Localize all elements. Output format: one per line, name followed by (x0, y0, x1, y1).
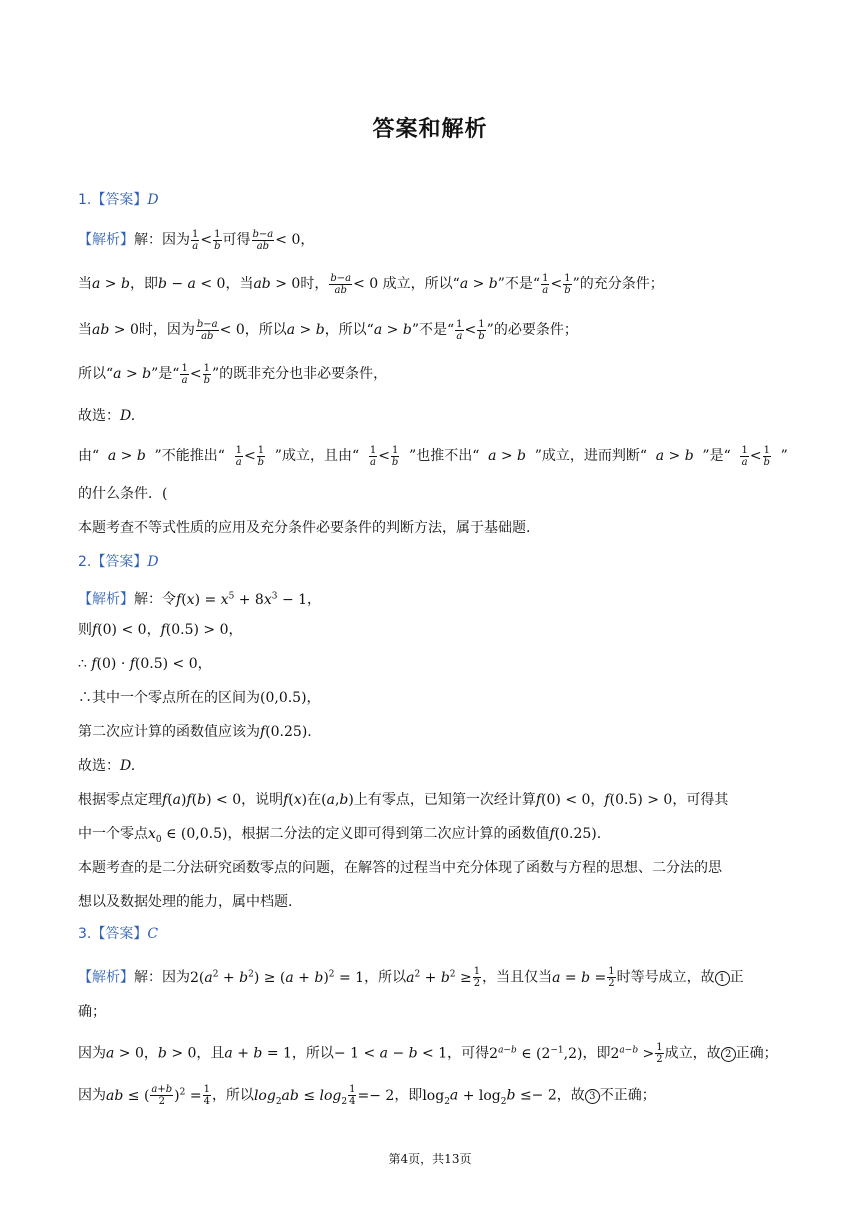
q1-answer-line: 1.【答案】D (78, 192, 159, 208)
q3-analysis-line-4: 因为ab ≤ ( $\frac{a+b}{2}$ )$^2$ = $\frac{1}{4}$ ，所以$\log_2ab \le \log_2$ $\frac{1}{4}$ =− 2，即$\log_2a + \log_2b \le- 2$，故 3 不正确； (78, 1084, 656, 1108)
q2-analysis-line-4: ∴其中一个零点所在的区间为(0,0.5)， (78, 690, 321, 706)
q1-analysis-line-7: 的什么条件．( (78, 486, 168, 502)
q2-summary-line-1: 本题考查的是二分法研究函数零点的问题，在解答的过程当中充分体现了函数与方程的思想、二分法的思 (78, 860, 722, 876)
q1-analysis-line-3: 当ab > 0时，因为 $\frac{b-a}{ab}$ < 0，所以a > b，所以“a > b”不是“ $\frac{1}{a}$ < $\frac{1}{b}$ ”的必要条件； (78, 318, 578, 342)
q2-analysis-line-2: 则f(0) < 0，f(0.5) > 0， (78, 622, 243, 638)
q2-analysis-line-3: ∴ f(0) · f(0.5) < 0， (78, 656, 212, 672)
q1-analysis-line-1: 【解析】解：因为 $\frac{1}{a}$ < $\frac{1}{b}$ 可得 $\frac{b-a}{ab}$ < 0， (78, 228, 315, 252)
page-footer: 第4页，共13页 (388, 1152, 472, 1166)
circled-one-icon: 1 (715, 971, 730, 986)
q2-analysis-line-8: 中一个零点$x_0$ ∈ (0,0.5)，根据二分法的定义即可得到第二次应计算的函数值f(0.25). (78, 826, 602, 845)
q3-analysis-line-3: 因为a > 0，b > 0，且a + b = 1，所以− 1 < a − b < 1，可得$2^{a-b}$ ∈ $(2^{-1},2)$，即$2^{a-b}$ > $\frac{1}{2}$ 成立，故 2 正确； (78, 1042, 778, 1066)
q3-answer-line: 3.【答案】C (78, 926, 159, 942)
circled-two-icon: 2 (721, 1047, 736, 1062)
q1-analysis-line-4: 所以“a > b”是“ $\frac{1}{a}$ < $\frac{1}{b}$ ”的既非充分也非必要条件， (78, 362, 388, 386)
q1-summary: 本题考查不等式性质的应用及充分条件必要条件的判断方法，属于基础题. (78, 520, 531, 536)
q2-analysis-line-5: 第二次应计算的函数值应该为f(0.25). (78, 724, 312, 740)
q2-analysis-line-7: 根据零点定理f(a)f(b) < 0，说明f(x)在(a,b)上有零点，已知第一次经计算f(0) < 0，f(0.5) > 0，可得其 (78, 792, 729, 808)
q2-answer-line: 2.【答案】D (78, 554, 159, 570)
q1-choose: 故选：D. (78, 408, 136, 424)
q2-summary-line-2: 想以及数据处理的能力，属中档题. (78, 894, 293, 910)
q2-choose: 故选：D. (78, 758, 136, 774)
q3-analysis-line-2: 确； (78, 1004, 106, 1020)
q3-analysis-line-1: 【解析】解：因为$2(a^2 + b^2) \ge (a + b)^2 = 1$，所以$a^2 + b^2$ ≥ $\frac{1}{2}$ ，当且仅当a = b = $\frac{1}{2}$ 时等号成立，故 1 正 (78, 966, 744, 990)
q2-analysis-line-1: 【解析】解：令$f(x) = x^5 + 8x^3 - 1$， (78, 591, 322, 608)
circled-three-icon: 3 (585, 1089, 600, 1104)
q1-analysis-line-6: 由“ a > b ”不能推出“ $\frac{1}{a}$ < $\frac{1}{b}$ ”成立，且由“ $\frac{1}{a}$ < $\frac{1}{b}$ ”也推不出“ a > b ”成立，进而判断“ a > b ”是“ $\frac{1}{a}$ < $\frac{1}{b}$ ” (78, 444, 788, 468)
q1-analysis-line-2: 当a > b，即b − a < 0，当ab > 0时， $\frac{b-a}{ab}$ < 0 成立，所以“a > b”不是“ $\frac{1}{a}$ < $\frac{1}{b}$ ”的充分条件； (78, 272, 664, 296)
page-title: 答案和解析 (372, 117, 488, 142)
